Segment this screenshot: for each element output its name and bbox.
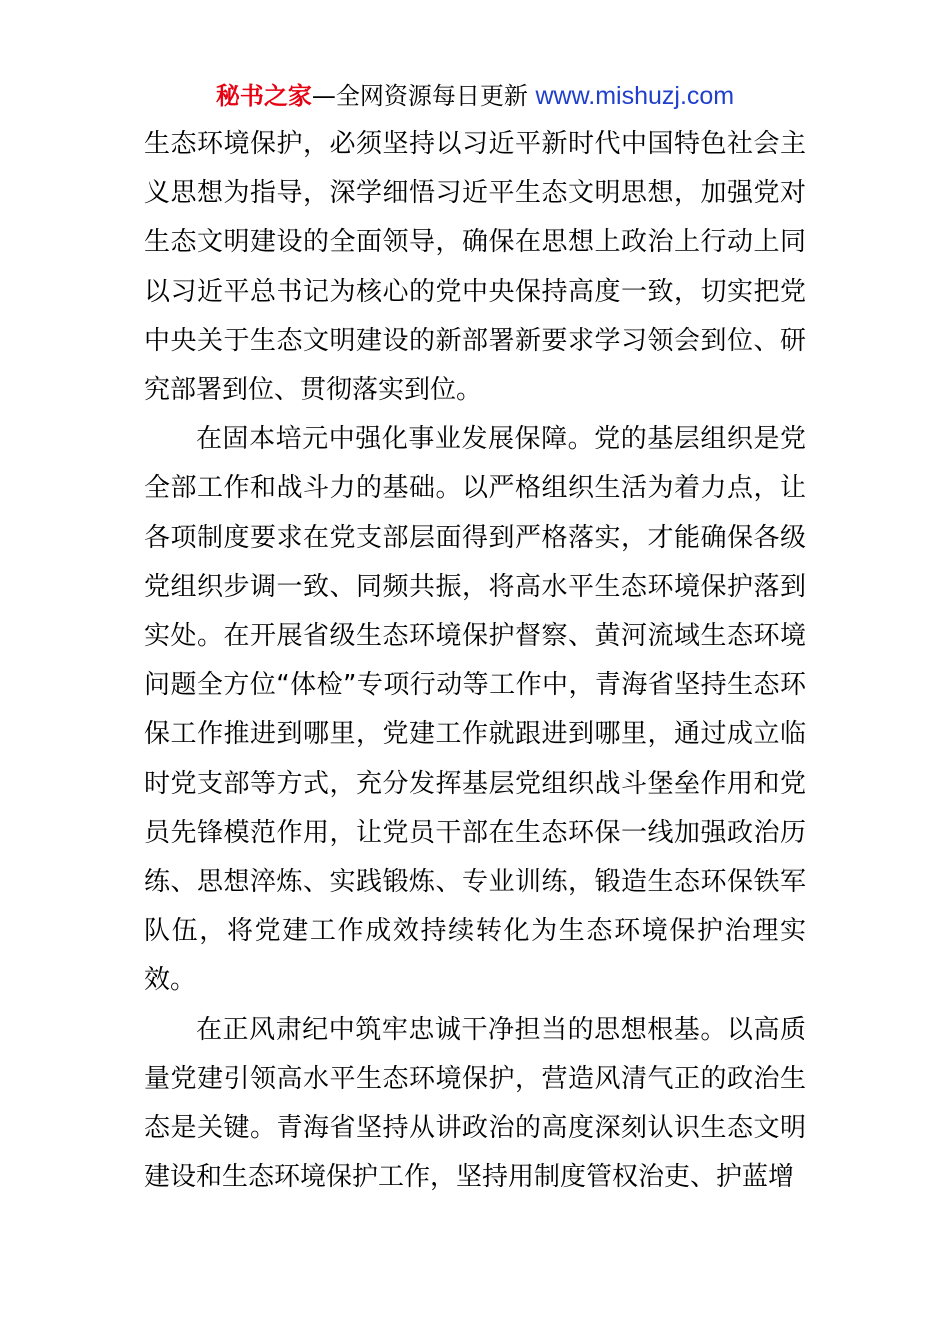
site-url-link[interactable]: www.mishuzj.com (535, 82, 735, 110)
paragraph-2: 在固本培元中强化事业发展保障。党的基层组织是党全部工作和战斗力的基础。以严格组织生活为着力点，让各项制度要求在党支部层面得到严格落实，才能确保各级党组织步调一致、同频共振，将高水平生态环境保护落到实处。在开展省级生态环境保护督察、黄河流域生态环境问题全方位“体检”专项行动等工作中，青海省坚持生态环保工作推进到哪里，党建工作就跟进到哪里，通过成立临时党支部等方式，充分发挥基层党组织战斗堡垒作用和党员先锋模范作用，让党员干部在生态环保一线加强政治历练、思想淬炼、实践锻炼、专业训练，锻造生态环保铁军队伍，将党建工作成效持续转化为生态环境保护治理实效。 (144, 424, 806, 996)
page-header (0, 80, 950, 112)
site-tagline: —全网资源每日更新 (311, 82, 536, 110)
paragraph-1: 生态环境保护，必须坚持以习近平新时代中国特色社会主义思想为指导，深学细悟习近平生态文明思想，加强党对生态文明建设的全面领导，确保在思想上政治上行动上同以习近平总书记为核心的党中央保持高度一致，切实把党中央关于生态文明建设的新部署新要求学习领会到位、研究部署到位、贯彻落实到位。 (144, 129, 806, 406)
site-brand: 秘书之家 (215, 82, 312, 110)
document-body (144, 120, 806, 1202)
paragraph-3: 在正风肃纪中筑牢忠诚干净担当的思想根基。以高质量党建引领高水平生态环境保护，营造风清气正的政治生态是关键。青海省坚持从讲政治的高度深刻认识生态文明建设和生态环境保护工作，坚持用制度管权治吏、护蓝增 (144, 1014, 806, 1193)
